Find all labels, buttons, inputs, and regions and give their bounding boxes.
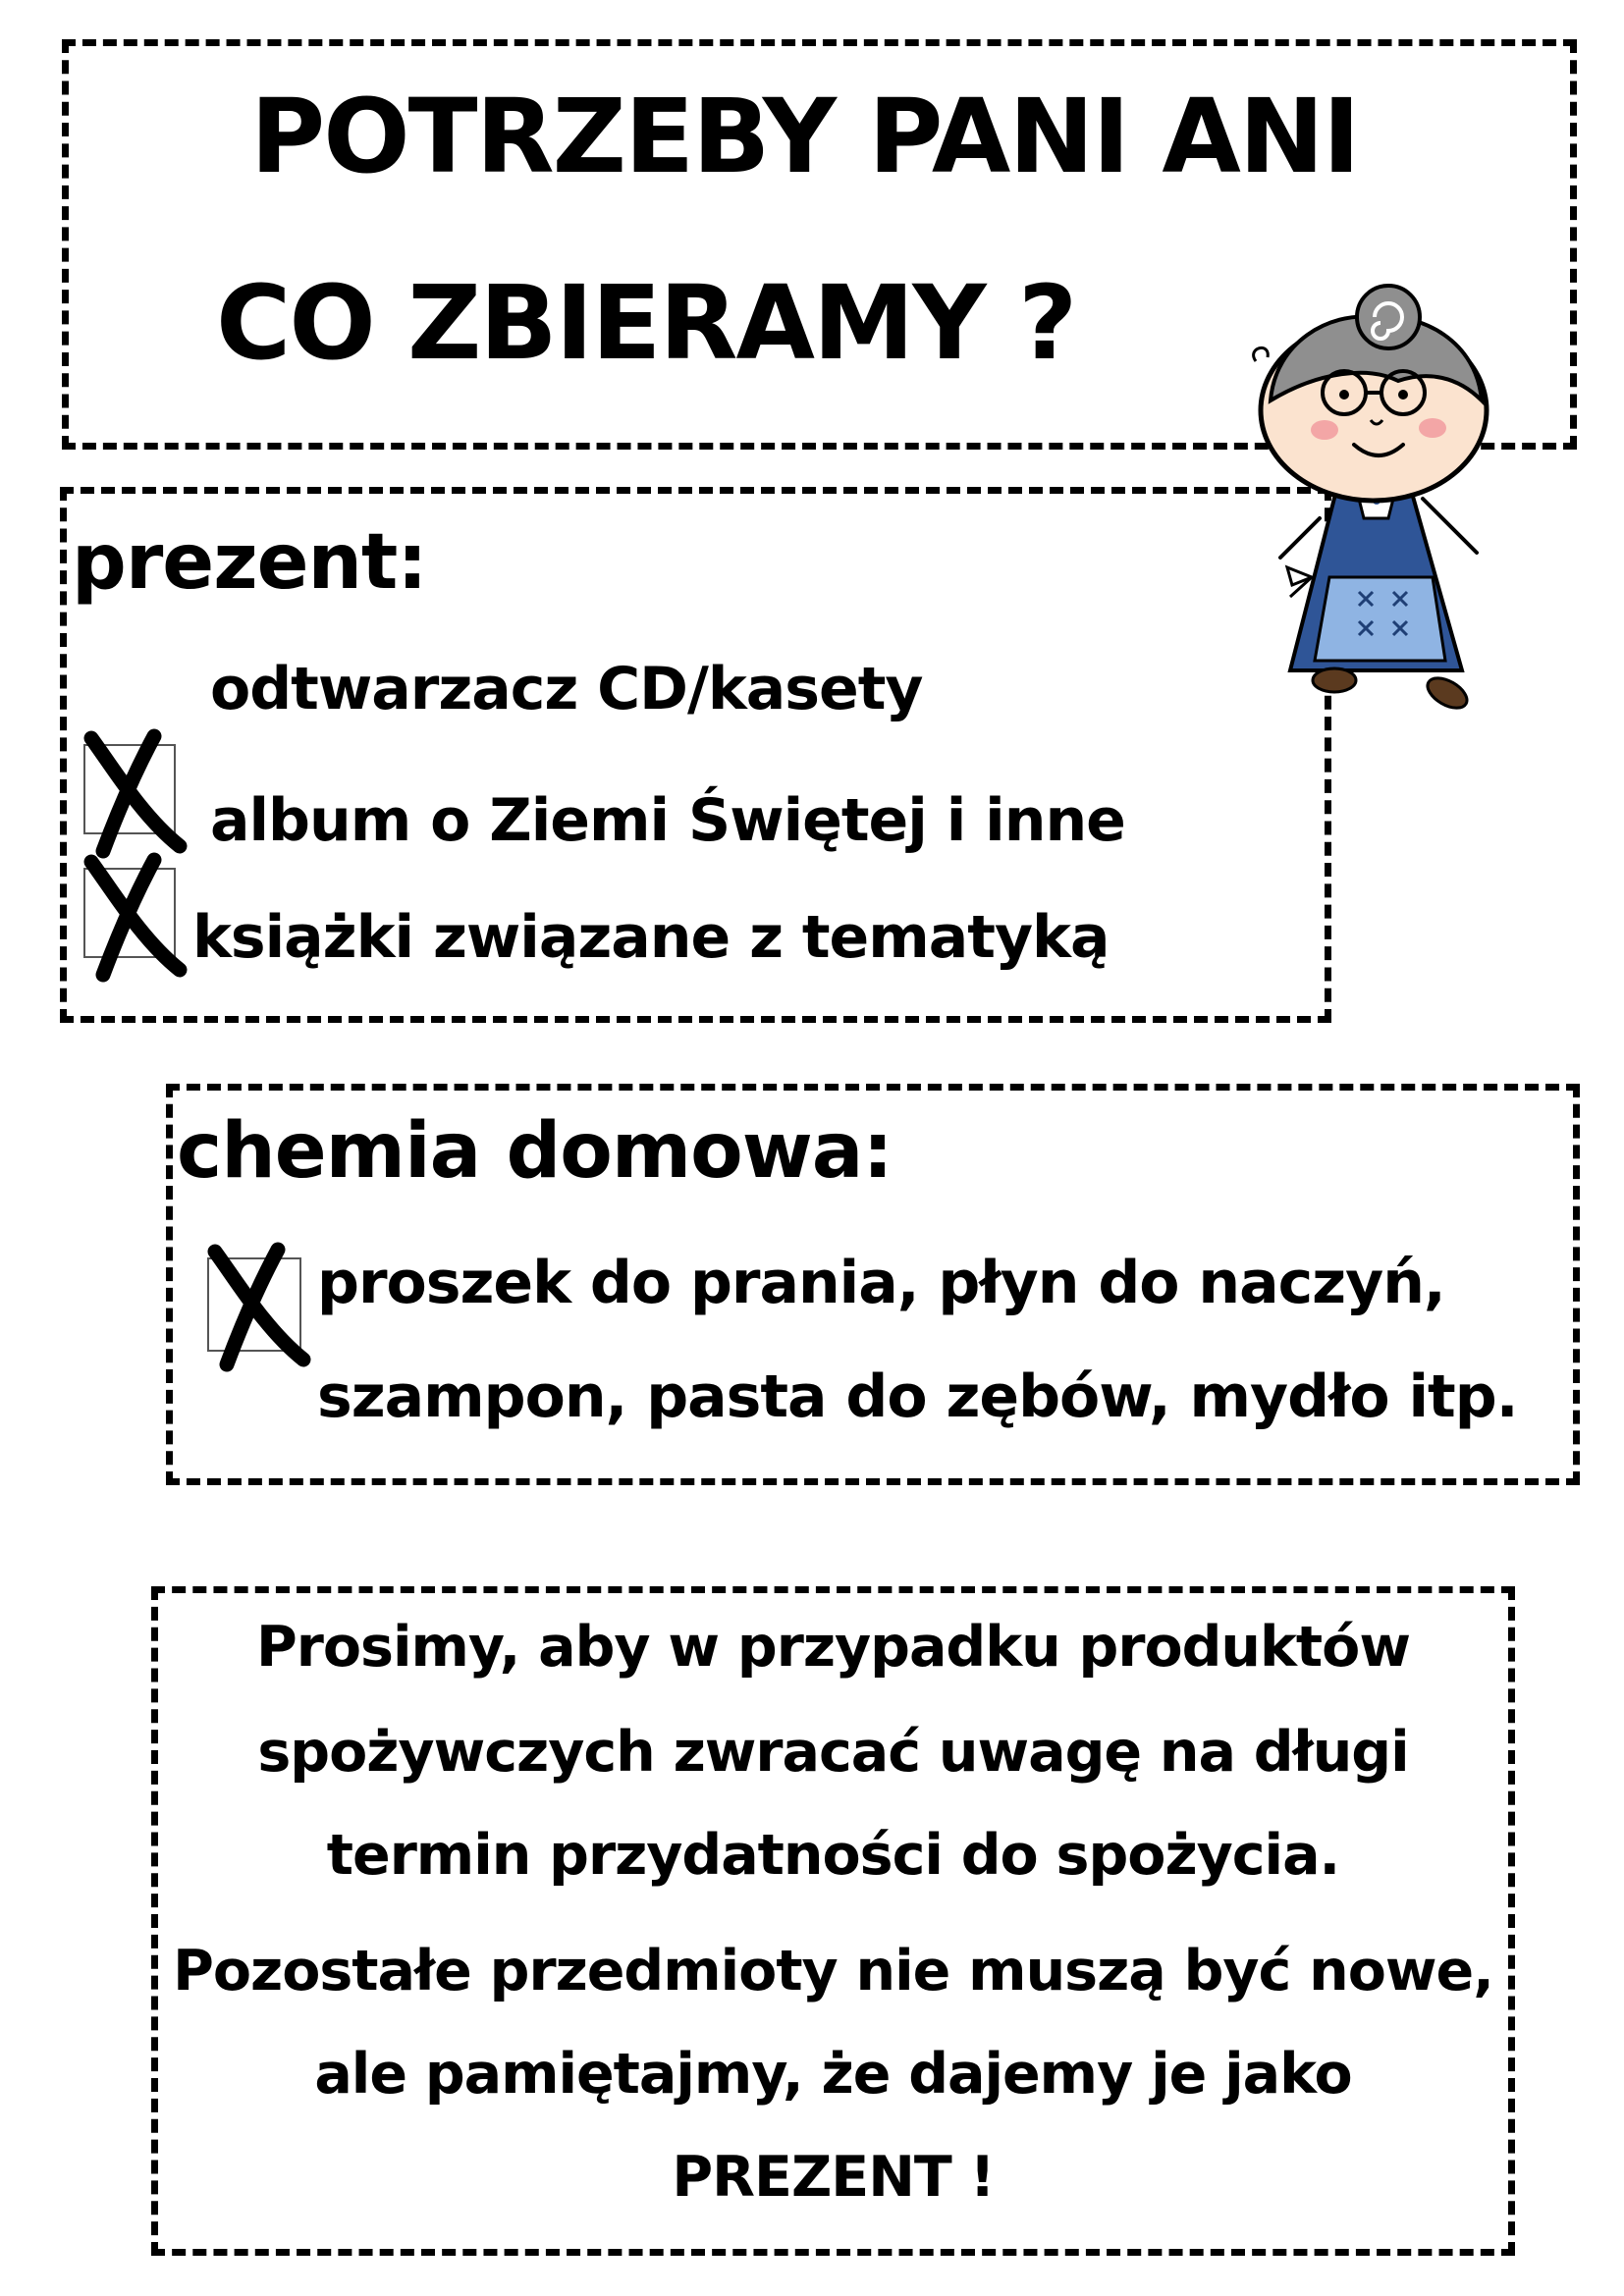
page-title: POTRZEBY PANI ANI — [250, 77, 1359, 196]
gift-item-album: album o Ziemi Świętej i inne — [210, 786, 1125, 855]
gift-item-books-checkbox[interactable] — [83, 868, 176, 958]
page-subtitle: CO ZBIERAMY ? — [216, 263, 1076, 383]
note-section — [151, 1586, 1515, 2256]
gift-item-cd-player: odtwarzacz CD/kasety — [210, 655, 923, 723]
note-line: PREZENT ! — [672, 2145, 995, 2210]
grandma-illustration-icon — [1251, 283, 1516, 734]
gift-item-books: książki związane z tematyką — [192, 903, 1110, 972]
note-line: Prosimy, aby w przypadku produktów — [256, 1615, 1410, 1680]
note-line: ale pamiętajmy, że dajemy je jako — [314, 2042, 1352, 2107]
checkmark-x-icon — [74, 728, 191, 856]
gift-heading: prezent: — [72, 518, 427, 607]
chemicals-heading: chemia domowa: — [177, 1107, 893, 1196]
gift-item-album-checkbox[interactable] — [83, 744, 176, 834]
chemicals-item-line1: proszek do prania, płyn do naczyń, — [317, 1249, 1445, 1317]
chemicals-item-line2: szampon, pasta do zębów, mydło itp. — [317, 1362, 1518, 1431]
note-line: termin przydatności do spożycia. — [326, 1823, 1340, 1888]
chemicals-item-checkbox[interactable] — [207, 1257, 301, 1352]
note-line: spożywczych zwracać uwagę na długi — [257, 1720, 1409, 1785]
checkmark-x-icon — [74, 852, 191, 980]
note-line: Pozostałe przedmioty nie muszą być nowe, — [173, 1939, 1493, 2003]
checkmark-x-icon — [197, 1242, 315, 1369]
